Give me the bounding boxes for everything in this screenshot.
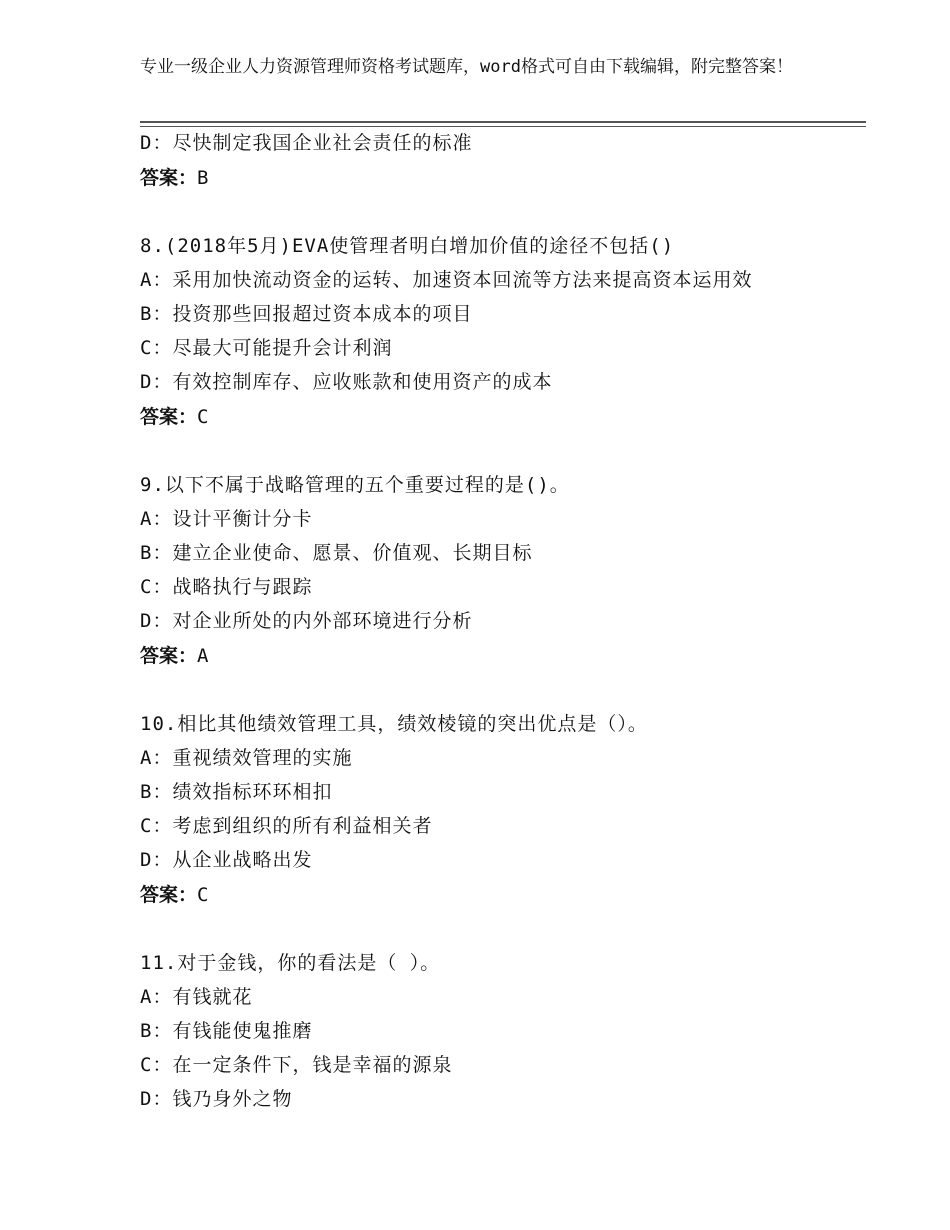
option-line: C：考虑到组织的所有利益相关者 xyxy=(140,815,433,837)
answer-line xyxy=(140,165,208,191)
option-line: B：有钱能使鬼推磨 xyxy=(140,1020,313,1042)
answer-line xyxy=(140,404,208,430)
header-rule xyxy=(140,121,866,123)
option-line: B：建立企业使命、愿景、价值观、长期目标 xyxy=(140,542,533,564)
option-line: A：采用加快流动资金的运转、加速资本回流等方法来提高资本运用效 xyxy=(140,269,753,291)
option-line: D：对企业所处的内外部环境进行分析 xyxy=(140,610,473,632)
question-text: 8.(2018年5月)EVA使管理者明白增加价值的途径不包括() xyxy=(140,235,675,257)
question-text: 11.对于金钱，你的看法是（ ）。 xyxy=(140,952,441,974)
answer-value: A xyxy=(197,645,209,667)
option-line: C：战略执行与跟踪 xyxy=(140,576,313,598)
option-line: D：尽快制定我国企业社会责任的标准 xyxy=(140,132,473,154)
answer-line xyxy=(140,643,208,669)
option-line: D：有效控制库存、应收账款和使用资产的成本 xyxy=(140,371,553,393)
header-rule-thin xyxy=(140,126,866,127)
answer-line xyxy=(140,882,208,908)
option-line: B：投资那些回报超过资本成本的项目 xyxy=(140,303,473,325)
question-text: 9.以下不属于战略管理的五个重要过程的是()。 xyxy=(140,474,570,496)
answer-label: 答案： xyxy=(140,406,198,428)
option-line: B：绩效指标环环相扣 xyxy=(140,781,333,803)
answer-value: B xyxy=(197,167,209,189)
option-line: D：从企业战略出发 xyxy=(140,849,313,871)
answer-label: 答案： xyxy=(140,167,198,189)
option-line: A：重视绩效管理的实施 xyxy=(140,747,353,769)
answer-label: 答案： xyxy=(140,884,198,906)
document-header: 专业一级企业人力资源管理师资格考试题库，word格式可自由下载编辑，附完整答案！ xyxy=(140,57,793,77)
answer-label: 答案： xyxy=(140,645,198,667)
option-line: D：钱乃身外之物 xyxy=(140,1088,293,1110)
answer-value: C xyxy=(197,884,209,906)
option-line: C：在一定条件下，钱是幸福的源泉 xyxy=(140,1054,453,1076)
option-line: A：有钱就花 xyxy=(140,986,253,1008)
answer-value: C xyxy=(197,406,209,428)
question-text: 10.相比其他绩效管理工具，绩效棱镜的突出优点是（）。 xyxy=(140,713,648,735)
option-line: A：设计平衡计分卡 xyxy=(140,508,313,530)
option-line: C：尽最大可能提升会计利润 xyxy=(140,337,393,359)
